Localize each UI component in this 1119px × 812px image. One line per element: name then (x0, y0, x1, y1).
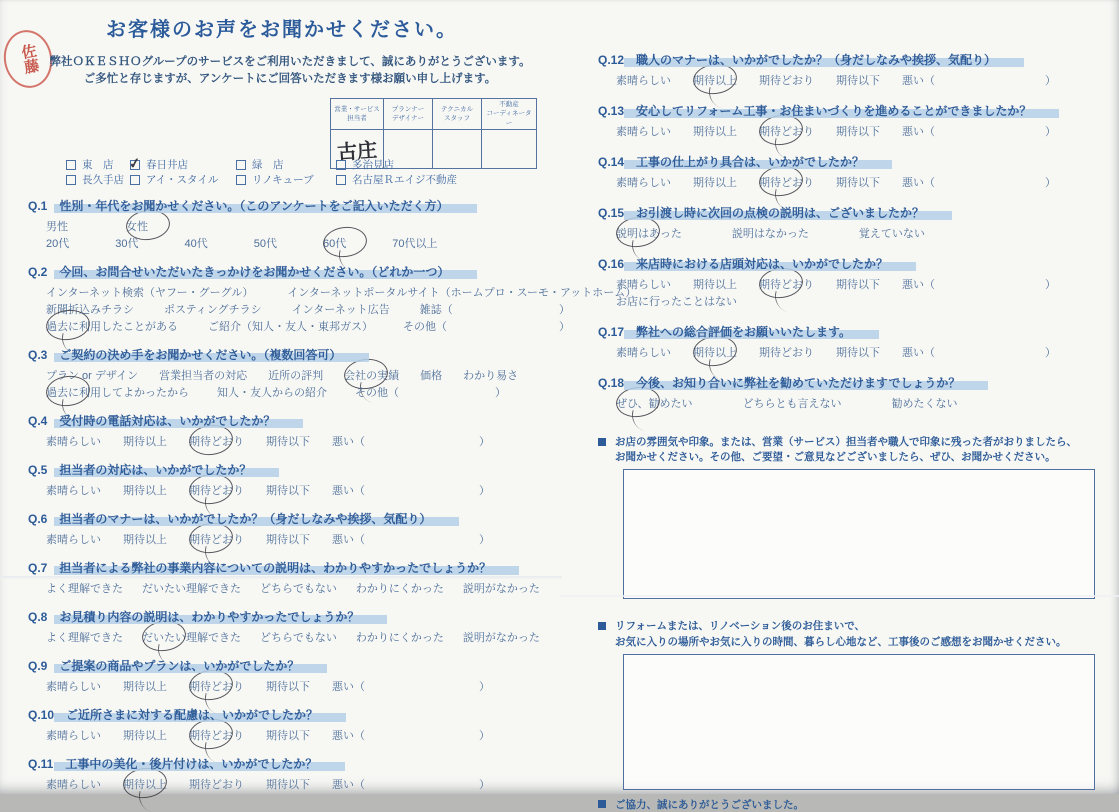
option-row (598, 173, 1056, 190)
question-Q.17 (598, 324, 1119, 360)
question-Q.9 (28, 658, 568, 694)
option[interactable]: 新聞折込みチラシ (46, 301, 134, 317)
option[interactable]: 素晴らしい (46, 776, 101, 792)
option[interactable]: 素晴らしい (616, 276, 671, 292)
option-circled[interactable]: 期待以上 (693, 344, 737, 360)
checkbox[interactable] (66, 175, 76, 185)
staff-entry-cell[interactable] (482, 130, 537, 169)
option-row (28, 775, 490, 792)
comment-heading (598, 435, 1119, 465)
option[interactable]: 悪い（ (332, 678, 365, 694)
option[interactable]: 悪い（ (332, 727, 365, 743)
question-Q.3 (28, 347, 568, 400)
option[interactable]: ご紹介（知人・友人・東邦ガス） (208, 318, 373, 334)
square-bullet-icon (598, 622, 606, 630)
scan-seam-right (560, 595, 1119, 597)
option[interactable]: 期待以下 (266, 482, 310, 498)
store-item[interactable] (236, 172, 336, 187)
option[interactable]: ） (479, 727, 490, 743)
option-row (28, 628, 568, 645)
store-label: 名古屋Ｒエイジ不動産 (352, 172, 457, 187)
option[interactable]: 説明がなかった (463, 629, 540, 645)
question-Q.18 (598, 375, 1119, 411)
option-row (28, 579, 568, 596)
option[interactable]: 悪い（ (902, 123, 935, 139)
option[interactable]: ） (495, 384, 506, 400)
store-label: 長久手店 (82, 172, 124, 187)
option[interactable]: どちらでもない (260, 629, 337, 645)
question-title: Q.2 今回、お問合せいただいたきっかけをお聞かせください。（どれか一つ） (28, 264, 568, 280)
checkbox[interactable] (236, 175, 246, 185)
option-row (28, 481, 490, 498)
store-item[interactable] (336, 157, 457, 172)
option[interactable]: ） (479, 678, 490, 694)
checkbox-checked[interactable] (130, 160, 140, 170)
question-Q.5 (28, 462, 568, 498)
option[interactable]: 期待以下 (266, 433, 310, 449)
question-title: Q.5 担当者の対応は、いかがでしたか？ (28, 462, 568, 478)
checkbox[interactable] (66, 160, 76, 170)
option[interactable]: 覚えていない (859, 225, 925, 241)
option[interactable]: 近所の評判 (268, 367, 323, 383)
option-circled[interactable]: 期待どおり (189, 678, 244, 694)
comment-write-in-box[interactable] (623, 469, 1095, 599)
option-row (28, 366, 568, 383)
staff-column-header: 不動産 コーディネーター (482, 99, 537, 130)
option-row (598, 224, 1119, 241)
comment-section (598, 435, 1119, 599)
option-circled[interactable]: 期待以上 (693, 72, 737, 88)
option[interactable]: 素晴らしい (46, 678, 101, 694)
staff-column-header: プランナー デザイナー (384, 99, 433, 130)
option[interactable]: 素晴らしい (46, 482, 101, 498)
option[interactable]: ） (559, 318, 570, 334)
store-item[interactable] (236, 157, 336, 172)
option[interactable]: 期待以下 (266, 776, 310, 792)
option[interactable]: 50代 (254, 235, 277, 251)
checkbox[interactable] (130, 175, 140, 185)
option[interactable]: 価格 (420, 367, 442, 383)
option-row (28, 234, 568, 251)
option[interactable]: 素晴らしい (616, 344, 671, 360)
question-title: Q.6 担当者のマナーは、いかがでしたか？（身だしなみや挨拶、気配り） (28, 511, 568, 527)
option[interactable]: 悪い（ (902, 174, 935, 190)
question-title: Q.12 職人のマナーは、いかがでしたか？（身だしなみや挨拶、気配り） (598, 52, 1119, 68)
question-Q.10 (28, 707, 568, 743)
option[interactable]: ） (479, 482, 490, 498)
question-Q.8 (28, 609, 568, 645)
option-circled[interactable]: 過去に利用したことがある (46, 318, 178, 334)
store-label: 東 店 (82, 157, 114, 172)
question-Q.14 (598, 154, 1119, 190)
question-Q.16 (598, 256, 1119, 309)
option[interactable]: 40代 (185, 235, 208, 251)
option[interactable]: 期待以上 (123, 433, 167, 449)
staff-table-header-row (331, 99, 537, 130)
greeting-line-1: 弊社ＯＫＥＳＨＯグループのサービスをご利用いただきまして、誠にありがとうございます。 (50, 56, 531, 68)
question-title: Q.11 工事中の美化・後片付けは、いかがでしたか？ (28, 756, 568, 772)
question-title: Q.13 安心してリフォーム工事・お住まいづくりを進めることができましたか？ (598, 103, 1119, 119)
option-row (28, 383, 506, 400)
option-row (598, 394, 1119, 411)
option[interactable]: 悪い（ (332, 531, 365, 547)
option[interactable]: わかり易さ (463, 367, 518, 383)
option[interactable]: 知人・友人からの紹介 (217, 384, 327, 400)
checkbox[interactable] (336, 160, 346, 170)
option[interactable]: 悪い（ (902, 72, 935, 88)
option-circled[interactable]: 説明はあった (616, 225, 682, 241)
square-bullet-icon (598, 800, 606, 808)
question-Q.12 (598, 52, 1119, 88)
option[interactable]: 期待以上 (693, 276, 737, 292)
option[interactable]: 70代以上 (392, 235, 437, 251)
question-title: Q.9 ご提案の商品やプランは、いかがでしたか？ (28, 658, 568, 674)
store-item[interactable] (336, 172, 457, 187)
store-item[interactable] (130, 172, 236, 187)
option[interactable]: 素晴らしい (46, 531, 101, 547)
option-row (28, 317, 570, 334)
option[interactable]: ） (559, 301, 570, 317)
question-Q.1 (28, 198, 568, 251)
option[interactable]: どちらとも言えない (743, 395, 842, 411)
option[interactable]: 素晴らしい (616, 123, 671, 139)
checkbox[interactable] (236, 160, 246, 170)
comment-heading-text: リフォームまたは、リノベーション後のお住まいで、 お気に入りの場所やお気に入りの時間、暮らし心地など、工事後のご感想をお聞かせください。 (615, 619, 1067, 649)
page-title: お客様のお声をお聞かせください。 (96, 13, 468, 42)
option[interactable]: 期待以上 (123, 482, 167, 498)
option-row (28, 530, 490, 547)
option[interactable]: 悪い（ (332, 776, 365, 792)
option[interactable]: よく理解できた (46, 580, 123, 596)
option[interactable]: インターネット広告 (292, 301, 390, 317)
questions-left (28, 198, 568, 805)
option-row (28, 217, 568, 234)
store-label: リノキューブ (252, 172, 314, 187)
option-row (28, 300, 570, 317)
option-row (598, 71, 1056, 88)
store-label: アイ・スタイル (146, 172, 218, 187)
option[interactable]: 期待どおり (759, 344, 814, 360)
option[interactable]: 素晴らしい (46, 433, 101, 449)
option[interactable]: 期待以上 (693, 174, 737, 190)
option[interactable]: 期待以下 (266, 531, 310, 547)
option-circled[interactable]: 期待どおり (189, 482, 244, 498)
option[interactable]: ポスティングチラシ (164, 301, 262, 317)
store-item[interactable] (66, 172, 130, 187)
option-row (598, 343, 1056, 360)
questions-right (598, 52, 1119, 411)
option[interactable]: ） (1045, 174, 1056, 190)
option-circled[interactable]: 期待どおり (759, 123, 814, 139)
option[interactable]: 営業担当者の対応 (159, 367, 247, 383)
option-circled[interactable]: 60代 (323, 235, 346, 251)
handwritten-staff-name: 古庄 (336, 133, 378, 165)
option-circled[interactable]: ぜひ、勧めたい (616, 395, 693, 411)
option[interactable]: どちらでもない (260, 580, 337, 596)
option[interactable]: だいたい理解できた (142, 580, 241, 596)
hanko-stamp-text: 佐藤 (18, 43, 39, 75)
option-row (28, 283, 568, 300)
scan-seam-left (0, 576, 562, 579)
option[interactable]: 期待以下 (266, 727, 310, 743)
option[interactable]: 勧めたくない (892, 395, 958, 411)
option-circled[interactable]: 期待以上 (123, 776, 167, 792)
option[interactable]: 素晴らしい (616, 72, 671, 88)
checkbox[interactable] (336, 175, 346, 185)
option-row (28, 432, 490, 449)
option-row (598, 122, 1056, 139)
option[interactable]: ） (1045, 72, 1056, 88)
question-title: Q.10 ご近所さまに対する配慮は、いかがでしたか？ (28, 707, 568, 723)
closing-line (598, 797, 1119, 812)
option[interactable]: わかりにくかった (356, 629, 444, 645)
greeting-line-2: ご多忙と存じますが、アンケートにご回答いただきます様お願い申し上げます。 (84, 73, 496, 85)
option-circled[interactable]: 期待どおり (189, 531, 244, 547)
question-title: Q.4 受付時の電話対応は、いかがでしたか？ (28, 413, 568, 429)
option[interactable]: その他（ (355, 384, 399, 400)
option[interactable]: 男性 (46, 218, 68, 234)
option[interactable]: 期待以上 (123, 727, 167, 743)
option-circled[interactable]: 期待どおり (189, 433, 244, 449)
question-title: Q.17 弊社への総合評価をお願いいたします。 (598, 324, 1119, 340)
staff-column-header: テクニカル スタッフ (433, 99, 482, 130)
comment-section (598, 619, 1119, 789)
question-title: Q.15 お引渡し時に次回の点検の説明は、ございましたか？ (598, 205, 1119, 221)
question-title: Q.8 お見積り内容の説明は、わかりやすかったでしょうか？ (28, 609, 568, 625)
option[interactable]: 雑誌（ (420, 301, 453, 317)
option-circled[interactable]: 会社の実績 (344, 367, 399, 383)
option-circled[interactable]: だいたい理解できた (142, 629, 241, 645)
option[interactable]: 悪い（ (902, 276, 935, 292)
question-title: Q.14 工事の仕上がり具合は、いかがでしたか？ (598, 154, 1119, 170)
option-row (598, 275, 1056, 292)
option[interactable]: 期待以下 (836, 276, 880, 292)
store-item[interactable] (66, 157, 130, 172)
question-title: Q.3 ご契約の決め手をお聞かせください。（複数回答可） (28, 347, 568, 363)
option[interactable]: 悪い（ (332, 482, 365, 498)
option[interactable]: ） (1045, 123, 1056, 139)
store-label: 春日井店 (146, 157, 188, 172)
square-bullet-icon (598, 438, 606, 446)
option-circled[interactable]: 過去に利用してよかったから (46, 384, 189, 400)
option[interactable]: 説明はなかった (732, 225, 809, 241)
option-row (28, 677, 490, 694)
option[interactable]: 期待以下 (836, 174, 880, 190)
option[interactable]: ） (1045, 344, 1056, 360)
option[interactable]: ） (479, 776, 490, 792)
greeting-text (36, 54, 544, 87)
option[interactable]: インターネットポータルサイト（ホームプロ・スーモ・アットホーム） (287, 284, 636, 300)
option[interactable]: 説明がなかった (463, 580, 540, 596)
question-Q.6 (28, 511, 568, 547)
option-circled[interactable]: 期待どおり (759, 276, 814, 292)
option[interactable]: インターネット検索（ヤフー・グーグル） (46, 284, 253, 300)
option[interactable]: ） (479, 433, 490, 449)
option[interactable]: わかりにくかった (356, 580, 444, 596)
option[interactable]: 悪い（ (902, 344, 935, 360)
option[interactable]: ） (1045, 276, 1056, 292)
question-Q.11 (28, 756, 568, 792)
option[interactable]: 素晴らしい (616, 174, 671, 190)
option[interactable]: 期待以下 (836, 123, 880, 139)
option[interactable]: 20代 (46, 235, 69, 251)
option[interactable]: 期待以上 (123, 678, 167, 694)
store-checkbox-row (66, 157, 457, 187)
option[interactable]: 30代 (115, 235, 138, 251)
option[interactable]: 素晴らしい (46, 727, 101, 743)
comment-write-in-box[interactable] (623, 654, 1095, 790)
question-title: Q.7 担当者による弊社の事業内容についての説明は、わかりやすかったでしょうか？ (28, 560, 568, 576)
option-circled[interactable]: 期待どおり (759, 174, 814, 190)
store-label: 緑 店 (252, 157, 284, 172)
option-circled[interactable]: 期待どおり (189, 727, 244, 743)
option[interactable]: よく理解できた (46, 629, 123, 645)
question-Q.13 (598, 103, 1119, 139)
option[interactable]: その他（ (403, 318, 447, 334)
option-row (28, 726, 490, 743)
option-row (598, 292, 1119, 309)
question-Q.4 (28, 413, 568, 449)
option[interactable]: 期待以下 (836, 344, 880, 360)
comment-sections (598, 435, 1119, 790)
staff-column-header: 営業・サービス 担当者 (331, 99, 384, 130)
option-circled[interactable]: 女性 (126, 218, 148, 234)
option[interactable]: プラン or デザイン (46, 367, 138, 383)
option[interactable]: 期待以上 (123, 531, 167, 547)
option[interactable]: 期待以下 (836, 72, 880, 88)
option[interactable]: 期待どおり (189, 776, 244, 792)
question-Q.2 (28, 264, 568, 334)
right-column (598, 52, 1119, 812)
store-item[interactable] (130, 157, 236, 172)
option[interactable]: 期待以上 (693, 123, 737, 139)
option[interactable]: 期待以下 (266, 678, 310, 694)
question-Q.15 (598, 205, 1119, 241)
comment-heading (598, 619, 1119, 649)
option[interactable]: お店に行ったことはない (616, 293, 737, 309)
question-title: Q.1 性別・年代をお聞かせください。（このアンケートをご記入いただく方） (28, 198, 568, 214)
option[interactable]: 期待どおり (759, 72, 814, 88)
option[interactable]: 悪い（ (332, 433, 365, 449)
comment-heading-text: お店の雰囲気や印象。または、営業（サービス）担当者や職人で印象に残った者がおりましたら、 お聞かせください。その他、ご要望・ご意見などございましたら、ぜひ、お聞かせください。 (615, 435, 1077, 465)
question-title: Q.18 今後、お知り合いに弊社を勧めていただけますでしょうか？ (598, 375, 1119, 391)
closing-text: ご協力、誠にありがとうございました。 (615, 797, 804, 812)
store-label: 多治見店 (352, 157, 394, 172)
question-title: Q.16 来店時における店頭対応は、いかがでしたか？ (598, 256, 1119, 272)
option[interactable]: ） (479, 531, 490, 547)
